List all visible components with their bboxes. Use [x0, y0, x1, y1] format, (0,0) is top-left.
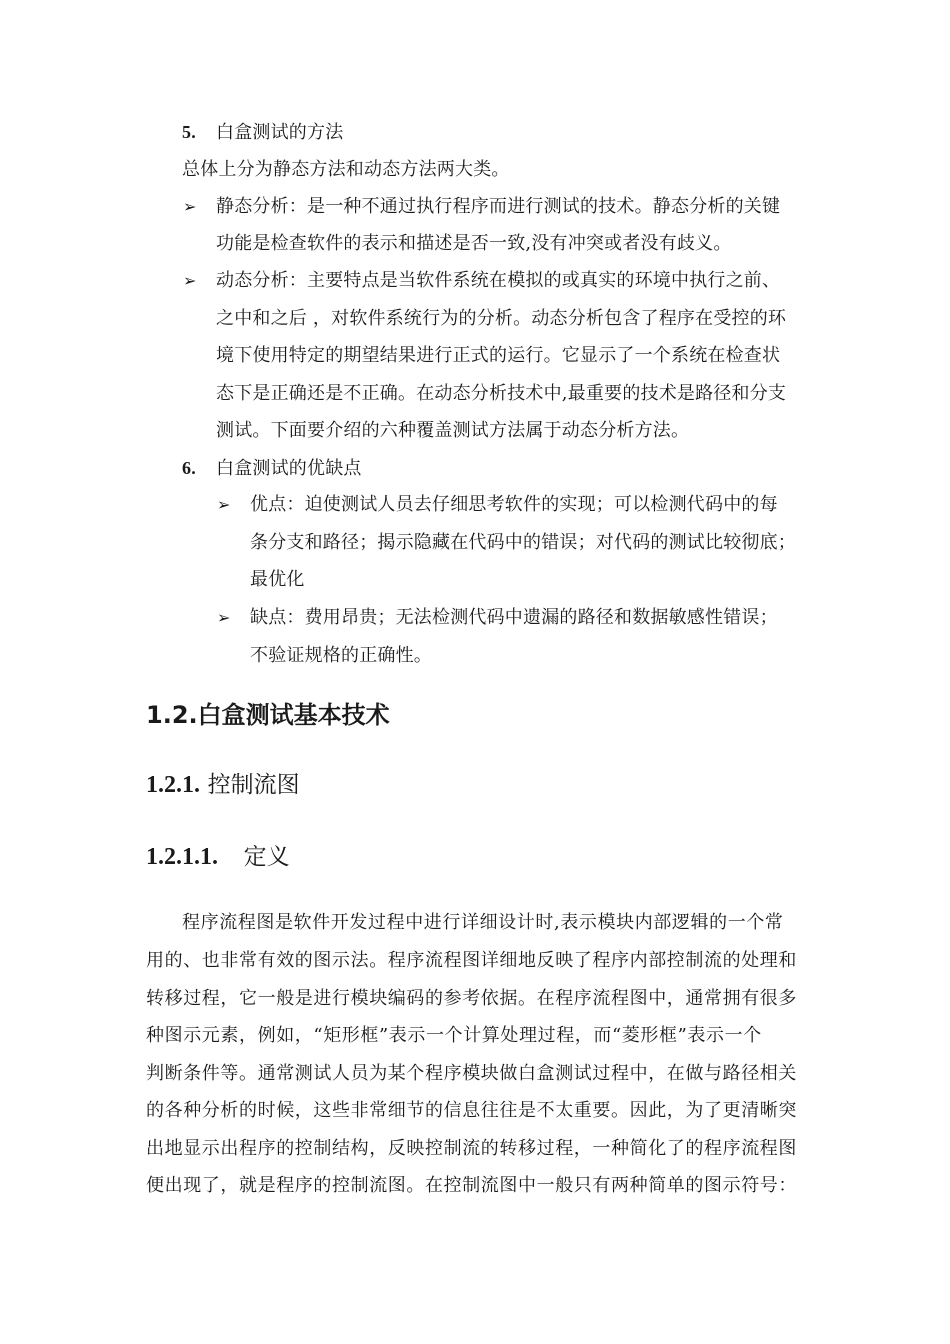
paragraph-line: 出地显示出程序的控制结构，反映控制流的转移过程，一种简化了的程序流程图: [146, 1138, 797, 1159]
paragraph-line: 转移过程，它一般是进行模块编码的参考依据。在程序流程图中，通常拥有很多: [146, 988, 797, 1009]
section-5-heading: [182, 119, 343, 146]
bullet-line: 测试。下面要介绍的六种覆盖测试方法属于动态分析方法。: [216, 420, 690, 441]
section-title: 白盒测试的优缺点: [216, 458, 362, 479]
section-number: 5.: [182, 122, 196, 142]
heading-number: 1.2.1.: [146, 772, 200, 798]
heading-1-2-1: [146, 768, 300, 801]
section-5-intro: 总体上分为静态方法和动态方法两大类。: [182, 159, 510, 180]
heading-title: 定义: [243, 844, 290, 870]
arrow-bullet-icon: ➢: [217, 495, 231, 514]
bullet-line: 态下是正确还是不正确。在动态分析技术中,最重要的技术是路径和分支: [216, 383, 787, 404]
arrow-bullet-icon: ➢: [217, 608, 231, 627]
section-title: 白盒测试的方法: [216, 122, 344, 143]
paragraph-line: 种图示元素，例如，“矩形框”表示一个计算处理过程，而“菱形框”表示一个: [146, 1025, 762, 1046]
paragraph-line: 便出现了，就是程序的控制流图。在控制流图中一般只有两种简单的图示符号：: [146, 1175, 797, 1196]
heading-1-2: 1.2.白盒测试基本技术: [146, 701, 390, 729]
arrow-bullet-icon: ➢: [183, 271, 197, 290]
section-number: 6.: [182, 458, 196, 478]
bullet-line: 静态分析：是一种不通过执行程序而进行测试的技术。静态分析的关键: [216, 196, 781, 217]
paragraph-line: 判断条件等。通常测试人员为某个程序模块做白盒测试过程中，在做与路径相关: [146, 1063, 797, 1084]
arrow-bullet-icon: ➢: [183, 197, 197, 216]
section-6-heading: [182, 455, 362, 482]
heading-number: 1.2.1.1.: [146, 844, 218, 870]
bullet-line: 境下使用特定的期望结果进行正式的运行。它显示了一个系统在检查状: [216, 345, 781, 366]
bullet-line: 缺点：费用昂贵；无法检测代码中遗漏的路径和数据敏感性错误；: [250, 607, 778, 628]
paragraph-line: 的各种分析的时候，这些非常细节的信息往往是不太重要。因此，为了更清晰突: [146, 1100, 797, 1121]
bullet-line: 条分支和路径；揭示隐藏在代码中的错误；对代码的测试比较彻底；: [250, 532, 796, 553]
bullet-line: 不验证规格的正确性。: [250, 645, 432, 666]
paragraph-line: 程序流程图是软件开发过程中进行详细设计时,表示模块内部逻辑的一个常: [182, 912, 784, 933]
bullet-line: 功能是检查软件的表示和描述是否一致,没有冲突或者没有歧义。: [216, 233, 732, 254]
paragraph-line: 用的、也非常有效的图示法。程序流程图详细地反映了程序内部控制流的处理和: [146, 950, 797, 971]
bullet-line: 最优化: [250, 569, 305, 590]
bullet-line: 之中和之后 ，对软件系统行为的分析。动态分析包含了程序在受控的环: [216, 308, 787, 329]
heading-title: 控制流图: [207, 772, 300, 798]
bullet-line: 优点：迫使测试人员去仔细思考软件的实现；可以检测代码中的每: [250, 494, 778, 515]
bullet-line: 动态分析：主要特点是当软件系统在模拟的或真实的环境中执行之前、: [216, 270, 781, 291]
heading-1-2-1-1: [146, 840, 290, 873]
